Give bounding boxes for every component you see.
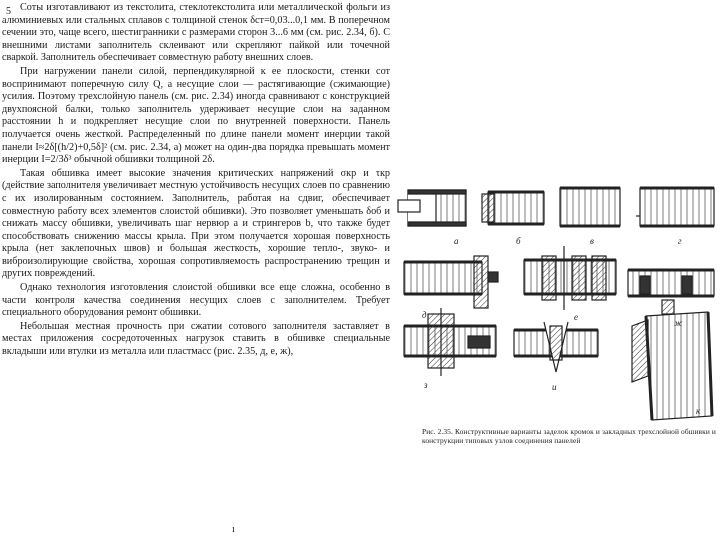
margin-mark: 5 [6,6,11,17]
body-text [2,2,390,538]
figure-drawings [396,176,718,421]
paragraph-1: Соты изготавливают из текстолита, стеклотекстолита или металлической фольги из алюминиевых или стальных сплавов с толщиной стенок δст=0,03...0,1 мм. В поперечном сечении это, чаще всего, шестигранники с размерами сторон 3...6 мм (см. рис. 2.34, б). С внешними листами заполнитель склеивают или скрепляют пайкой или точечной сваркой. Заполнитель обеспечивает совместную работу внешних слоев. [2,2,390,64]
figure-2-35 [396,176,718,421]
fig-i [514,322,598,372]
fig-b [482,192,544,224]
paragraph-4: Однако технология изготовления слоистой обшивки все еще сложна, особенно в части контроля качества соединения несущих слоев с заполнителем. Требует специального оборудования ремонт обшивки. [2,282,390,319]
paragraph-3: Такая обшивка имеет высокие значения критических напряжений σкр и τкр (действие заполнителя увеличивает местную устойчивость несущих слоев по сравнению с их изолированным состоянием. Заполнитель, работая на сдвиг, обеспечивает совместную работу всех элементов слоистой обшивки). Это позволяет уменьшать δоб и снижать массу обшивки, увеличивать шаг нервюр a и стрингеров b, что также будет способствовать снижению массы крыла. При этом получается хорошая поверхность крыла (нет заклепочных швов) и большая жесткость, хорошие тепло-, звуко- и виброизолирующие свойства, хорошая сопротивляемость распространению трещин и других повреждений. [2,167,390,280]
fig-a [398,190,466,226]
fig-zh [628,270,714,314]
fig-label: а [454,236,459,246]
fig-d [404,256,498,308]
fig-label: ж [674,318,683,328]
fig-v [560,188,620,226]
bottom-mark: ı [232,524,235,535]
fig-g [636,188,714,226]
fig-e [524,246,616,310]
fig-label: и [552,382,557,392]
paragraph-2: При нагружении панели силой, перпендикулярной к ее плоскости, стенки сот воспринимают поперечную силу Q, а несущие слои — растягивающие (сжимающие) усилия. Поэтому трехслойную панель (см. рис. 2.34) иногда сравнивают с конструкцией двухпоясной балки, только заполнитель удерживает несущие слои на заданном расстоянии h и подкрепляет несущие слои по внутренней поверхности. Панель получается очень жесткой. Распределенный по длине панели момент инерции такой панели I≈2δ[(h/2)+0,5δ]² (см. рис. 2.34, а) может на один-два порядка превышать момент инерции I=2/3δ³ обычной обшивки толщиной 2δ. [2,65,390,166]
figure-caption: Рис. 2.35. Конструктивные варианты заделок кромок и закладных трехслойной обшивки и конструкции типовых узлов соединения панелей [422,427,716,445]
fig-label: в [590,236,594,246]
fig-k [632,312,712,420]
fig-label: е [574,312,578,322]
fig-z [404,308,496,376]
fig-label: к [696,406,701,416]
fig-label: б [516,236,521,246]
paragraph-5: Небольшая местная прочность при сжатии сотового заполнителя заставляет в местах приложения сосредоточенных нагрузок ставить в обшивке специальные вкладыши или втулки из металла или пластмасс (рис. 2.35, д, е, ж), [2,320,390,358]
fig-label: д [422,310,427,320]
fig-label: з [424,380,428,390]
fig-label: г [678,236,682,246]
